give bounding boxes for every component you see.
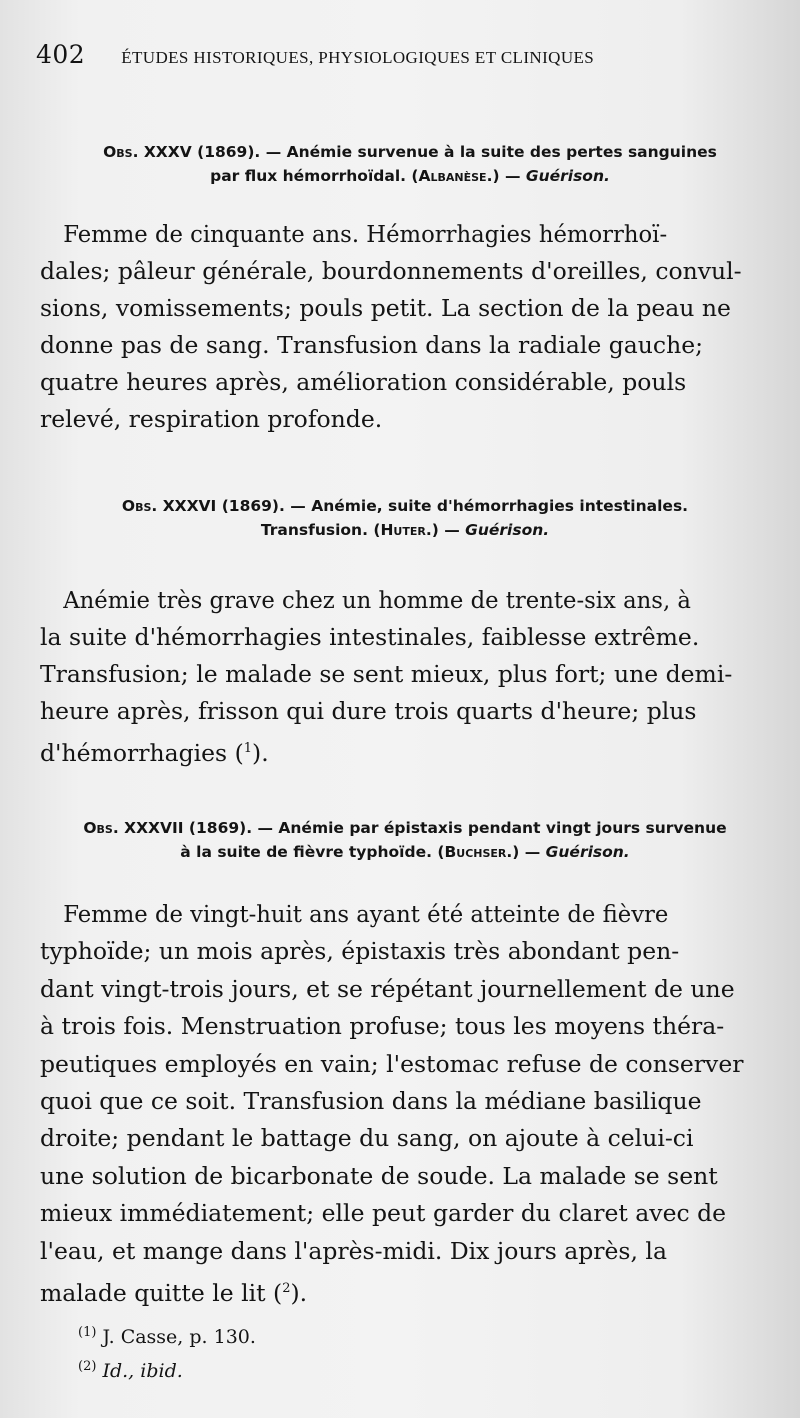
text-line: quatre heures après, amélioration considérable, pouls <box>40 368 687 396</box>
text-line: sions, vomissements; pouls petit. La section de la peau ne <box>40 294 731 322</box>
text-line: donne pas de sang. Transfusion dans la radiale gauche; <box>40 331 704 359</box>
footnote-ref: 1 <box>243 741 253 756</box>
footnote-ref: 2 <box>282 1281 291 1297</box>
observation-heading-36 <box>80 494 730 542</box>
obs-label: Obs. XXXVI <box>121 497 217 515</box>
text-fragment: . <box>261 739 269 767</box>
text-line: mieux immédiatement; elle peut garder du claret avec de <box>40 1199 727 1228</box>
text-fragment: d'hémorrhagies <box>40 739 235 767</box>
text-line: peutiques employés en vain; l'estomac refuse de conserver <box>40 1049 744 1078</box>
text-line: Femme de cinquante ans. Hémorrhagies hémorrhoï- <box>63 220 668 248</box>
text-line: droite; pendant le battage du sang, on ajoute à celui-ci <box>40 1124 694 1153</box>
footnote-1 <box>78 1318 256 1352</box>
text-fragment: . <box>299 1279 308 1308</box>
obs-title-text: .) — <box>486 167 526 185</box>
obs-author: Huter <box>380 521 426 539</box>
text-line: Anémie très grave chez un homme de trente-six ans, à <box>63 586 691 614</box>
text-line: dales; pâleur générale, bourdonnements d'oreilles, convul- <box>40 257 742 285</box>
text-line: la suite d'hémorrhagies intestinales, faiblesse extrême. <box>40 623 700 651</box>
obs-heading-line-1 <box>60 140 760 164</box>
obs-heading-line-1 <box>80 494 730 518</box>
observation-body-35 <box>40 216 760 438</box>
footnote-mark: (1) <box>78 1325 97 1340</box>
obs-outcome: Guérison. <box>545 843 630 861</box>
footnote-text: J. Casse, p. 130. <box>102 1326 256 1348</box>
text-line: relevé, respiration profonde. <box>40 405 383 433</box>
observation-body-37 <box>40 896 760 1312</box>
observation-heading-35 <box>60 140 760 188</box>
obs-title-text: Transfusion. ( <box>260 521 381 539</box>
obs-title-text: (1869). — Anémie survenue à la suite des pertes sanguines <box>191 143 717 161</box>
footnote-2 <box>78 1352 256 1386</box>
observation-heading-37 <box>40 816 770 864</box>
obs-heading-line-1 <box>40 816 770 840</box>
text-line: quoi que ce soit. Transfusion dans la médiane basilique <box>40 1087 702 1116</box>
text-line: d'hémorrhagies ($^1$). <box>40 739 269 767</box>
footnote-text: Id., ibid. <box>102 1360 183 1382</box>
obs-title-text: à la suite de fièvre typhoïde. ( <box>180 843 445 861</box>
text-line: heure après, frisson qui dure trois quarts d'heure; plus <box>40 697 697 725</box>
obs-heading-line-2 <box>80 518 730 542</box>
running-title: ÉTUDES HISTORIQUES, PHYSIOLOGIQUES ET CLINIQUES <box>121 48 595 67</box>
text-fragment: malade quitte le lit <box>40 1279 274 1308</box>
obs-title-text: (1869). — Anémie, suite d'hémorrhagies intestinales. <box>216 497 689 515</box>
obs-title-text: par flux hémorrhoïdal. ( <box>210 167 419 185</box>
text-line: l'eau, et mange dans l'après-midi. Dix jours après, la <box>40 1236 667 1265</box>
page-number: 402 <box>36 40 86 69</box>
obs-author: Buchser <box>444 843 507 861</box>
obs-outcome: Guérison. <box>465 521 550 539</box>
observation-body-36 <box>40 582 760 772</box>
obs-title-text: (1869). — Anémie par épistaxis pendant vingt jours survenue <box>183 819 727 837</box>
text-line: à trois fois. Menstruation profuse; tous les moyens théra- <box>40 1012 725 1041</box>
running-header <box>36 40 756 69</box>
obs-label: Obs. XXXVII <box>83 819 184 837</box>
footnotes <box>78 1318 256 1386</box>
obs-heading-line-2 <box>40 840 770 864</box>
obs-heading-line-2 <box>60 164 760 188</box>
text-line: dant vingt-trois jours, et se répétant journellement de une <box>40 974 735 1003</box>
obs-label: Obs. XXXV <box>103 143 192 161</box>
text-line: typhoïde; un mois après, épistaxis très abondant pen- <box>40 937 680 966</box>
obs-author: Albanèse <box>418 167 487 185</box>
footnote-mark: (2) <box>78 1359 97 1374</box>
obs-outcome: Guérison. <box>525 167 610 185</box>
obs-title-text: .) — <box>506 843 546 861</box>
text-line: Transfusion; le malade se sent mieux, plus fort; une demi- <box>40 660 733 688</box>
text-line: malade quitte le lit ($^2$). <box>40 1279 308 1308</box>
obs-title-text: .) — <box>425 521 466 539</box>
text-line: Femme de vingt-huit ans ayant été atteinte de fièvre <box>63 900 669 928</box>
text-line: une solution de bicarbonate de soude. La malade se sent <box>40 1161 718 1190</box>
